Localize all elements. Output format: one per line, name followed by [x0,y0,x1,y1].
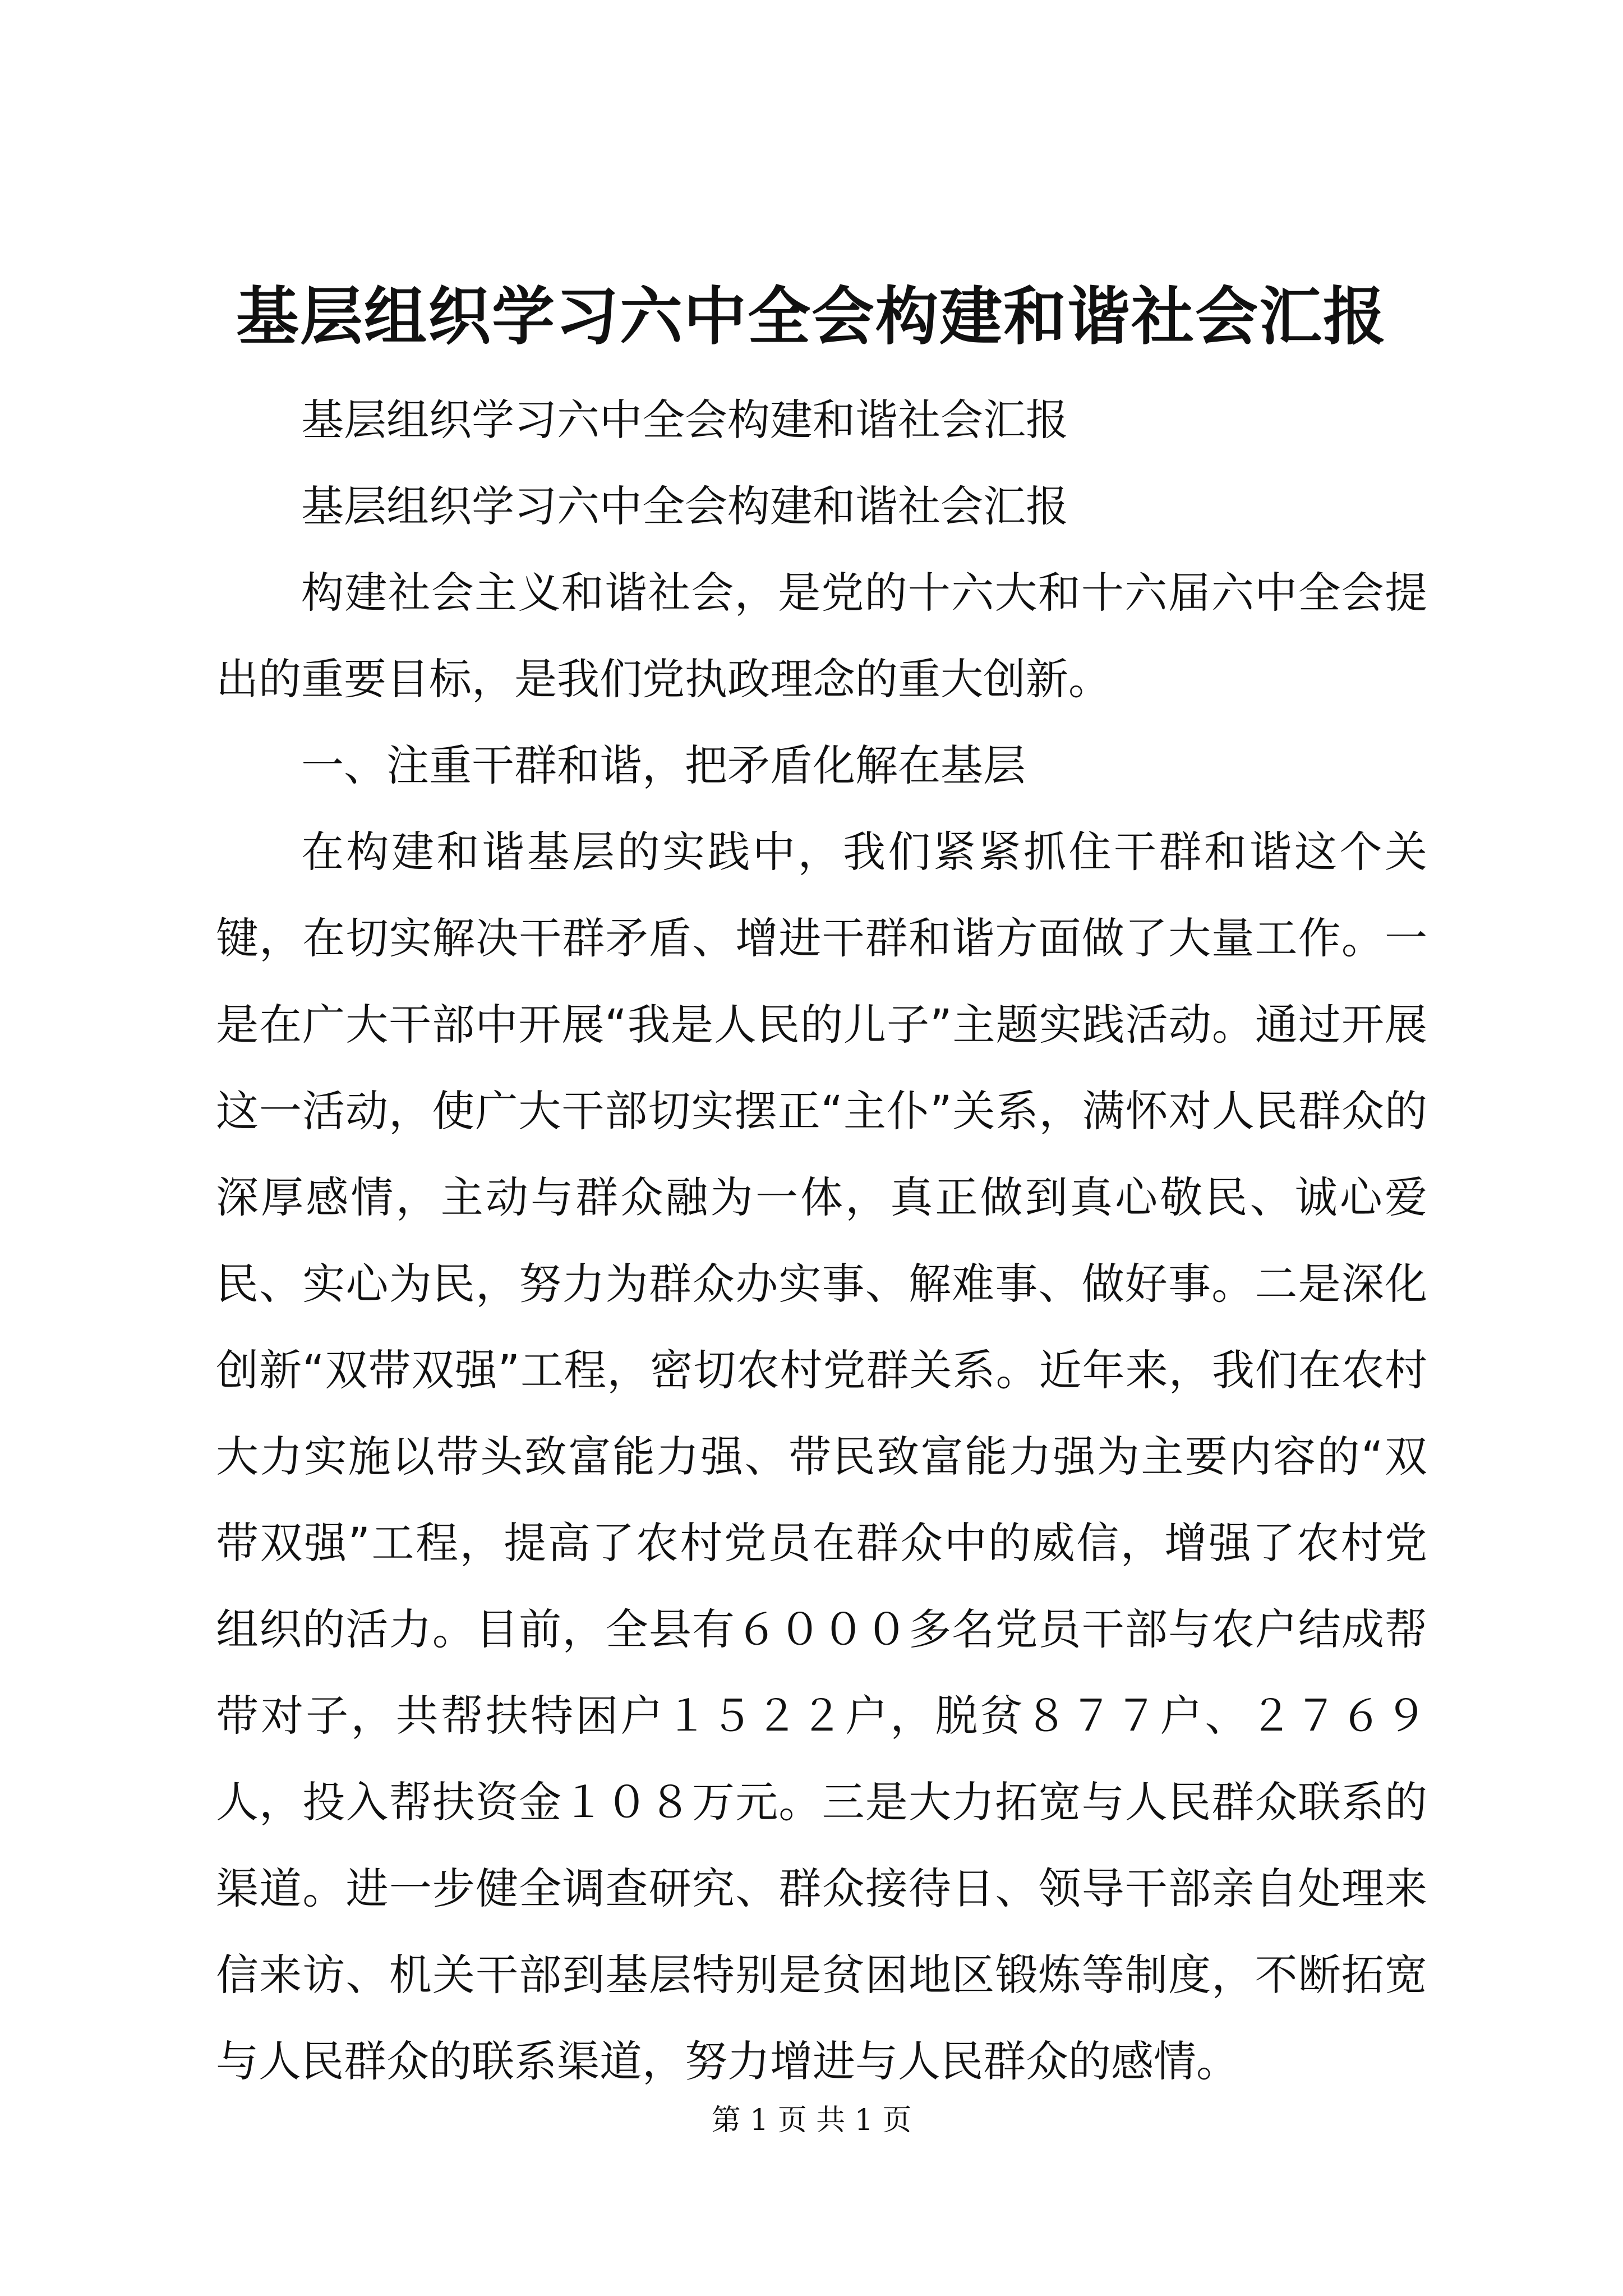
page-footer: 第 1 页 共 1 页 [711,2104,912,2137]
section-heading: 一、注重干群和谐，把矛盾化解在基层 [301,740,1026,790]
paragraph: 基层组织学习六中全会构建和谐社会汇报 [301,395,1068,445]
document-body [216,377,1427,2105]
paragraph: 在构建和谐基层的实践中，我们紧紧抓住干群和谐这个关键，在切实解决干群矛盾、增进干群和谐方面做了大量工作。一是在广大干部中开展“我是人民的儿子”主题实践活动。通过开展这一活动，使广大干部切实摆正“主仆”关系，满怀对人民群众的深厚感情，主动与群众融为一体，真正做到真心敬民、诚心爱民、实心为民，努力为群众办实事、解难事、做好事。二是深化创新“双带双强”工程，密切农村党群关系。近年来，我们在农村大力实施以带头致富能力强、带民致富能力强为主要内容的“双带双强”工程，提高了农村党员在群众中的威信，增强了农村党组织的活力。目前，全县有６０００多名党员干部与农户结成帮带对子，共帮扶特困户１５２２户，脱贫８７７户、２７６９人，投入帮扶资金１０８万元。三是大力拓宽与人民群众联系的渠道。进一步健全调查研究、群众接待日、领导干部亲自处理来信来访、机关干部到基层特别是贫困地区锻炼等制度，不断拓宽与人民群众的联系渠道，努力增进与人民群众的感情。 [216,827,1427,2086]
document-title: 基层组织学习六中全会构建和谐社会汇报 [236,280,1387,353]
paragraph: 基层组织学习六中全会构建和谐社会汇报 [301,481,1068,531]
paragraph: 构建社会主义和谐社会，是党的十六大和十六届六中全会提出的重要目标，是我们党执政理念的重大创新。 [216,568,1427,704]
